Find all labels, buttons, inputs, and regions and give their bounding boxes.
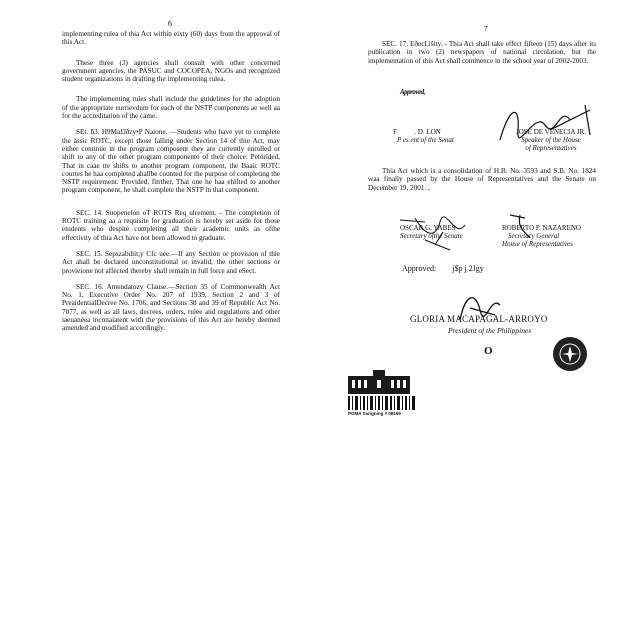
consolidation-text: Thia Act which is a consolidation of H.B. No. 3593 and S.B. No. 1824 waa finally passed by the House of Representatives and the Senate on December 19, 2001. ,	[368, 167, 596, 192]
house-speaker-block	[516, 128, 586, 152]
building-stamp-icon	[348, 370, 410, 394]
president-title: President of the Philippines	[448, 326, 532, 335]
approved-date: j$p j 2Jgy	[452, 264, 484, 273]
sec-14: SEC. 14. Suopenelon oT ROTS Req ulrement. - The comptetion of ROTC training aa a requisite for graduation is hereby set aside for those etudents who despite completing all their academic units as ofthe effectivity of thia Act have not been allowed to graduate.	[62, 208, 280, 242]
senate-secretary-name: OSCAR G. YABES	[400, 224, 456, 232]
approved-stamp: Approved,	[400, 88, 425, 96]
president-name: GLORIA MACAPAGAL-ARROYO	[410, 314, 548, 324]
house-secretary-title-1: Secretary General	[508, 232, 560, 240]
seal-icon	[550, 334, 590, 374]
sec-16: SEC. 16. Amendatozy Clause.—Section 35 of Commonwealth Act No. 1, Executive Order No. 207 of 1939, Section 2 and 3 of PreaidentialDecree No. 1706, and Sections 38 and 39 of Republic Act No. 7077, as well as all laws, decrees, orders, rulee and regulations and other iaeuanéea inconaiatent with the provisions of this Act are hereby deemed amended and modified accordingly.	[62, 282, 280, 333]
para-2: These three (3) agencies shall consult with other concerned government agencies, the PASUC and COCOPEA, NGOs and recognized student organizations in drafting the implementing rulea.	[62, 58, 280, 84]
house-secretary-block	[502, 224, 581, 248]
barcode-icon	[348, 396, 418, 410]
para-1: implementing rulea of thia Act within eixty (60) days from the approval of this Act.	[62, 30, 280, 47]
house-secretary-title-2: House of Representatives	[502, 240, 573, 248]
senate-president-name: F . D LON	[393, 128, 441, 136]
senate-secretary-block	[400, 224, 463, 240]
para-3: The implementing rules shall include the guidelines for the adoption of the appropriate eurrievdum for each of the NSTP components ae well aa for the accreditation of the came.	[62, 95, 280, 121]
senate-president-block	[393, 128, 454, 144]
house-secretary-name: ROBERTO P. NAZARENO	[502, 224, 581, 232]
page-number-right: 7	[484, 25, 488, 33]
approved-line	[402, 264, 484, 273]
sec-17-text: SEC. 17. EðecLišity. - Thia Act shall take effect fifteen (15) days after its publication in two (2) newspapers of national circulation, but the implementation of this Act shall commence in the school year of 2002-2003.	[368, 40, 596, 65]
president-signature	[450, 290, 510, 330]
house-speaker-title-1: Speaker of the House	[521, 136, 581, 144]
left-column	[62, 30, 280, 341]
page-number-left: 6	[168, 19, 172, 28]
sec-17	[368, 40, 596, 73]
sec-15: SEC. 15. Sepszabdiit;y Cfc uee.—If any Section or provision of thie Act ahall be declared unconstitutional or invalid, the other sections or provieione not affected thereby shall remain in full force and eSect.	[62, 249, 280, 275]
sec-13: SEt. ƃ3. H9Ma£îðzy•P Naione. —Students who have yet to complete the ässic ROTC, except those falling under Section 14 of thie Act, may either continue in the program composent they are currently enrolled or shift to any of the other program componento of their choice: Petórîded, That in caae tte shifts to another program component, the Baaic ROTC courtes he haa completed ahallbe counted for the purpose of completing the NSTP requirement. Provided, fitrther, That one he haa ehlfted to another program component, he shall complete the NSTP in that component.	[62, 128, 280, 195]
consolidation-note	[368, 167, 596, 200]
senate-secretary-title: Secretary ofthe Senate	[400, 232, 463, 240]
barcode-text: PGMA Sarigning # 08169	[348, 411, 401, 416]
senate-president-title: P es ent of the Senat	[397, 136, 454, 144]
approved-label: Approved:	[402, 264, 437, 273]
house-speaker-title-2: of Representatives	[525, 144, 577, 152]
o-mark: O	[484, 345, 493, 357]
house-speaker-name: JOSE DE VENECIA JR.	[516, 128, 586, 136]
